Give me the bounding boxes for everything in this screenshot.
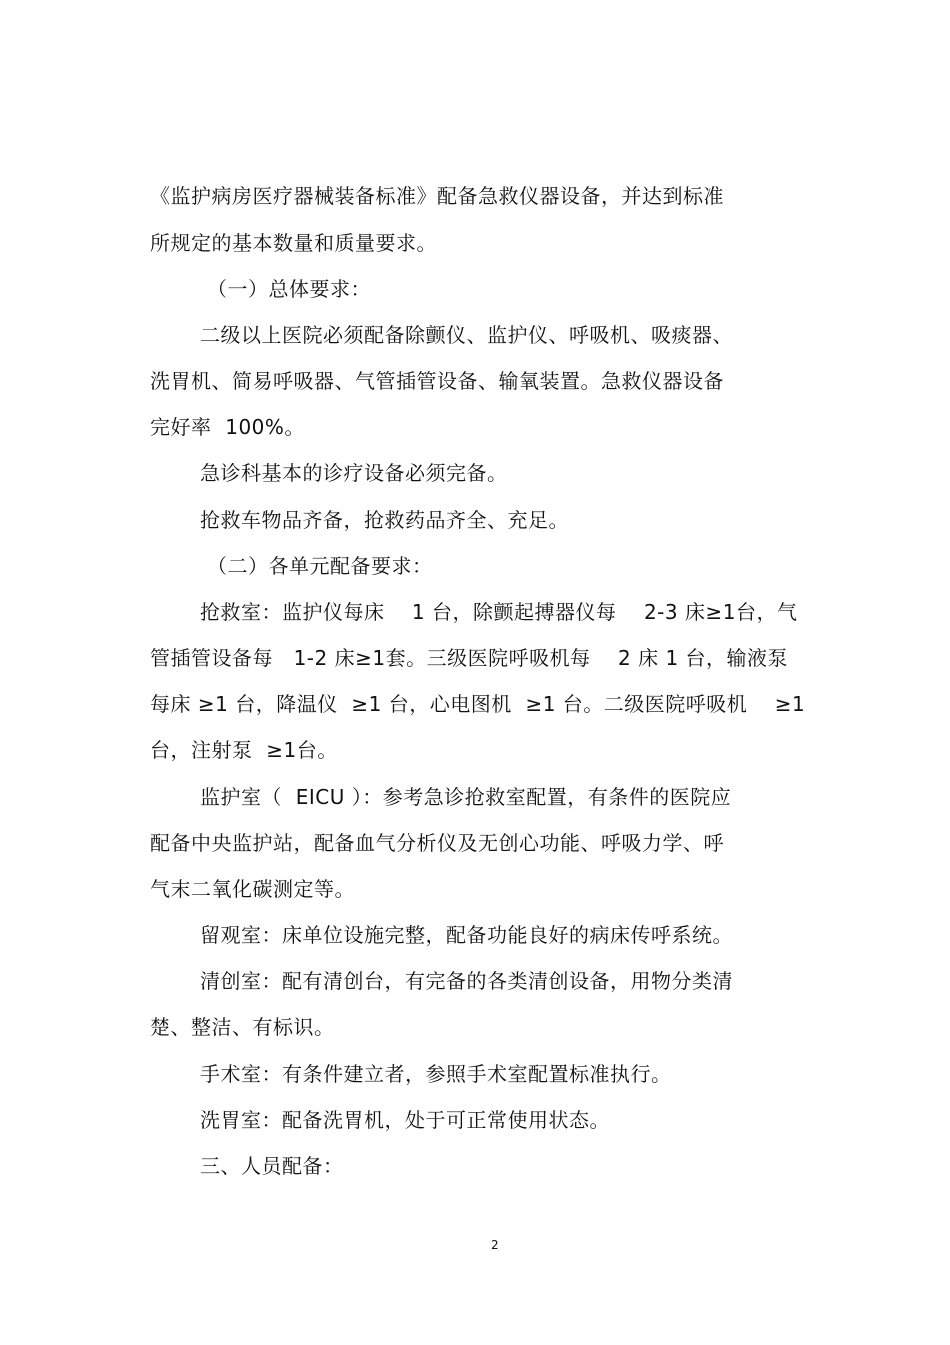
section-heading: （一）总体要求： [207,277,371,301]
text-line: 完好率 100%。 [150,415,305,439]
text-line: 所规定的基本数量和质量要求。 [150,231,437,255]
text-line: 每床 ≥1 台，降温仪 ≥1 台，心电图机 ≥1 台。二级医院呼吸机 ≥1 [150,692,806,716]
text-line: 洗胃机、简易呼吸器、气管插管设备、输氧装置。急救仪器设备 [150,369,724,393]
text-line: 洗胃室：配备洗胃机，处于可正常使用状态。 [200,1108,610,1132]
text-line: 二级以上医院必须配备除颤仪、监护仪、呼吸机、吸痰器、 [200,323,733,347]
text-line: 抢救室：监护仪每床 1 台，除颤起搏器仪每 2-3 床≥1台，气 [200,600,798,624]
text-line: 气末二氧化碳测定等。 [150,877,355,901]
text-line: 清创室：配有清创台，有完备的各类清创设备，用物分类清 [200,969,733,993]
text-line: 楚、整洁、有标识。 [150,1015,335,1039]
section-heading: （二）各单元配备要求： [207,554,433,578]
text-line: 留观室：床单位设施完整，配备功能良好的病床传呼系统。 [200,923,733,947]
text-line: 《监护病房医疗器械装备标准》配备急救仪器设备，并达到标准 [150,184,724,208]
text-line: 管插管设备每 1-2 床≥1套。三级医院呼吸机每 2 床 1 台，输液泵 [150,646,789,670]
text-line: 配备中央监护站，配备血气分析仪及无创心功能、呼吸力学、呼 [150,831,724,855]
text-line: 手术室：有条件建立者，参照手术室配置标准执行。 [200,1062,672,1086]
page-number: 2 [491,1238,499,1252]
text-line: 台，注射泵 ≥1台。 [150,738,338,762]
text-line: 急诊科基本的诊疗设备必须完备。 [200,461,508,485]
section-heading: 三、人员配备： [200,1154,344,1178]
text-line: 抢救车物品齐备，抢救药品齐全、充足。 [200,508,569,532]
text-line: 监护室（ EICU ）：参考急诊抢救室配置，有条件的医院应 [200,785,732,809]
